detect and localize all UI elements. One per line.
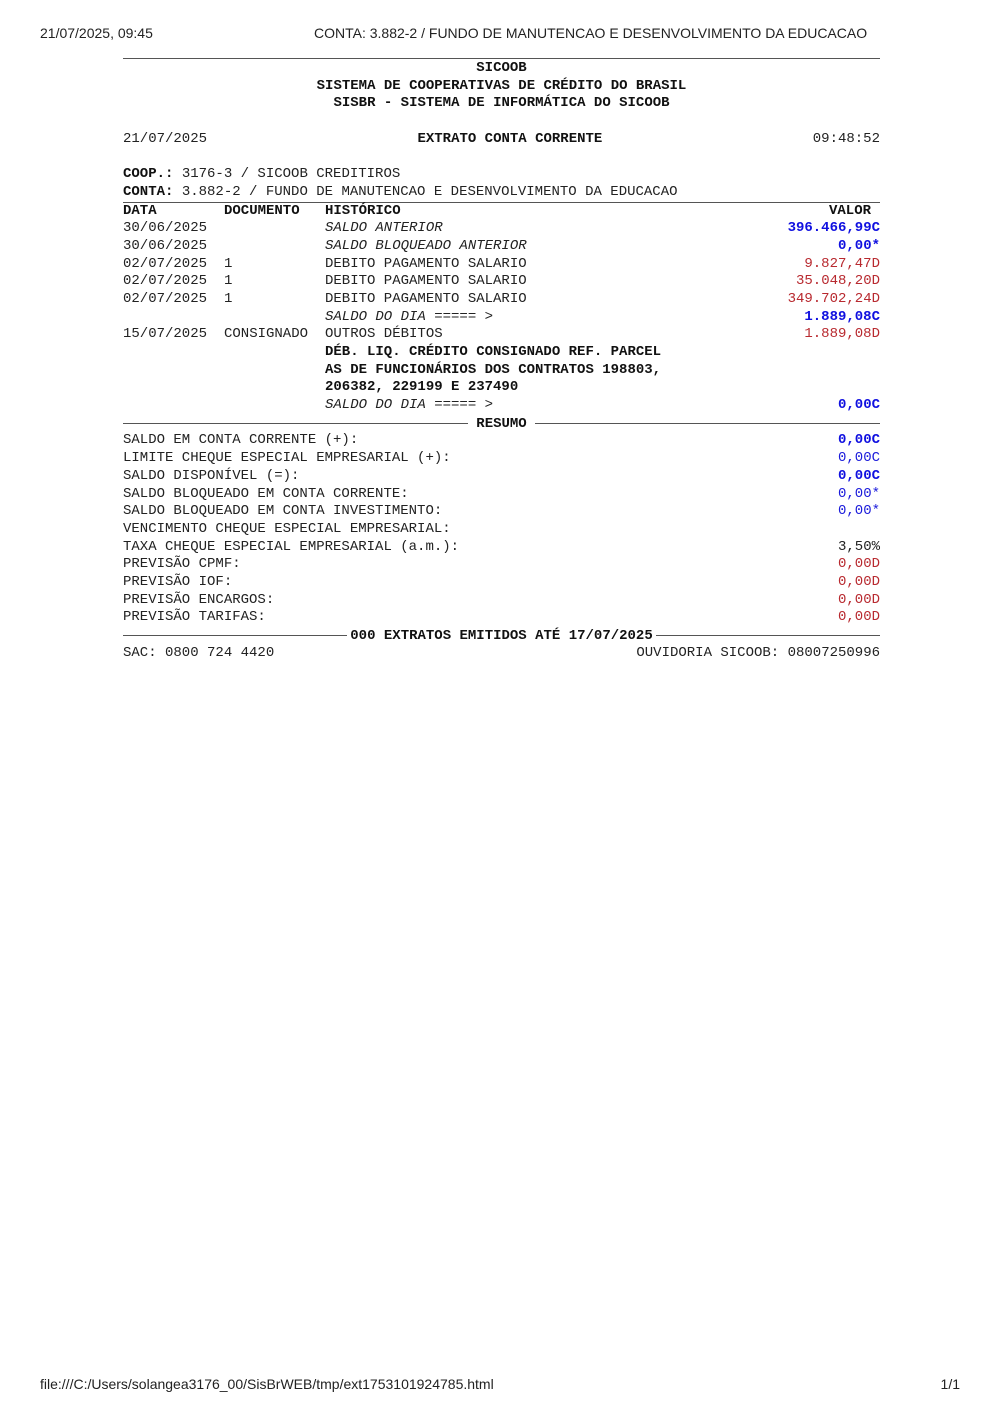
- column-header-data: DATA: [123, 202, 157, 219]
- statement-title: EXTRATO CONTA CORRENTE: [417, 130, 603, 147]
- coop-label: COOP.:: [123, 166, 174, 183]
- statement-date: 21/07/2025: [123, 130, 208, 147]
- summary-row: [123, 486, 880, 504]
- row-date: [123, 344, 224, 362]
- summary-label: VENCIMENTO CHEQUE ESPECIAL EMPRESARIAL:: [123, 520, 451, 537]
- summary-label: LIMITE CHEQUE ESPECIAL EMPRESARIAL (+):: [123, 450, 451, 467]
- summary-value: 0,00D: [837, 573, 880, 590]
- row-value: 35.048,20D: [795, 273, 880, 290]
- browser-print-title: CONTA: 3.882-2 / FUNDO DE MANUTENCAO E DESENVOLVIMENTO DA EDUCACAO: [314, 25, 868, 41]
- summary-value: 0,00D: [837, 609, 880, 626]
- summary-label: PREVISÃO IOF:: [123, 573, 233, 590]
- summary-row: [123, 539, 880, 557]
- row-date: [123, 362, 224, 380]
- row-value: 396.466,99C: [787, 220, 880, 237]
- conta-label: CONTA:: [123, 183, 174, 200]
- row-document: [224, 344, 325, 362]
- summary-row: [123, 468, 880, 486]
- row-document: [224, 362, 325, 380]
- summary-row: [123, 592, 880, 610]
- column-header-documento: DOCUMENTO: [224, 202, 300, 219]
- summary-row: [123, 450, 880, 468]
- row-date: [123, 397, 224, 415]
- top-divider: [123, 58, 880, 59]
- browser-print-datetime: 21/07/2025, 09:45: [40, 25, 153, 41]
- row-history: DEBITO PAGAMENTO SALARIO: [325, 273, 527, 290]
- summary-value: 0,00*: [837, 485, 880, 502]
- row-value: 0,00C: [837, 397, 880, 414]
- summary-row: [123, 609, 880, 627]
- summary-value: 0,00D: [837, 556, 880, 573]
- table-row: [123, 309, 880, 327]
- table-row: [123, 256, 880, 274]
- summary-label: SALDO EM CONTA CORRENTE (+):: [123, 432, 359, 449]
- table-row: [123, 273, 880, 291]
- summary-label: SALDO DISPONÍVEL (=):: [123, 467, 300, 484]
- row-document: 1: [224, 290, 233, 307]
- table-row: [123, 397, 880, 415]
- row-document: [224, 397, 325, 415]
- row-document: [224, 379, 325, 397]
- row-document: [224, 238, 325, 256]
- extratos-emitidos: 000 EXTRATOS EMITIDOS ATÉ 17/07/2025: [350, 627, 653, 644]
- table-row: [123, 362, 880, 380]
- row-date: 15/07/2025: [123, 326, 208, 343]
- table-row: [123, 238, 880, 256]
- browser-print-page-number: 1/1: [940, 1376, 960, 1392]
- summary-row: [123, 574, 880, 592]
- resumo-label: RESUMO: [476, 415, 527, 432]
- row-date: 30/06/2025: [123, 220, 208, 237]
- extratos-divider: [123, 627, 880, 645]
- coop-value: 3176-3 / SICOOB CREDITIROS: [173, 166, 401, 183]
- row-document: [224, 220, 325, 238]
- summary-value: 0,00C: [837, 467, 880, 484]
- summary-value: 0,00D: [837, 591, 880, 608]
- row-value: 0,00*: [837, 237, 880, 254]
- summary-label: SALDO BLOQUEADO EM CONTA INVESTIMENTO:: [123, 503, 443, 520]
- statement-title-line: [123, 131, 880, 149]
- summary-row: [123, 521, 880, 539]
- statement-time: 09:48:52: [812, 130, 880, 147]
- row-date: 30/06/2025: [123, 237, 208, 254]
- row-value: [720, 362, 880, 380]
- summary-label: SALDO BLOQUEADO EM CONTA CORRENTE:: [123, 485, 409, 502]
- row-value: [720, 344, 880, 362]
- summary-value: 0,00C: [837, 450, 880, 467]
- header-sicoob: SICOOB: [476, 60, 527, 76]
- row-history: AS DE FUNCIONÁRIOS DOS CONTRATOS 198803,: [325, 361, 662, 378]
- row-date: [123, 309, 224, 327]
- row-history: DÉB. LIQ. CRÉDITO CONSIGNADO REF. PARCEL: [325, 344, 662, 360]
- conta-value: 3.882-2 / FUNDO DE MANUTENCAO E DESENVOLVIMENTO DA EDUCACAO: [173, 183, 678, 200]
- summary-value: 3,50%: [837, 538, 880, 555]
- table-row: [123, 379, 880, 397]
- row-history: SALDO DO DIA ===== >: [325, 397, 494, 414]
- table-row: [123, 326, 880, 344]
- column-header-valor: VALOR: [828, 202, 871, 219]
- row-date: 02/07/2025: [123, 290, 208, 307]
- summary-row: [123, 432, 880, 450]
- contact-footer: [123, 645, 880, 663]
- header-sisbr: SISBR - SISTEMA DE INFORMÁTICA DO SICOOB: [333, 95, 670, 112]
- row-date: 02/07/2025: [123, 255, 208, 272]
- summary-row: [123, 503, 880, 521]
- resumo-divider: [123, 415, 880, 433]
- summary-value: 0,00C: [837, 432, 880, 449]
- row-value: 349.702,24D: [787, 290, 880, 307]
- row-history: DEBITO PAGAMENTO SALARIO: [325, 290, 527, 307]
- row-history: OUTROS DÉBITOS: [325, 326, 443, 343]
- summary-label: PREVISÃO ENCARGOS:: [123, 591, 275, 608]
- row-history: 206382, 229199 E 237490: [325, 379, 519, 396]
- row-history: SALDO DO DIA ===== >: [325, 308, 494, 325]
- row-history: DEBITO PAGAMENTO SALARIO: [325, 255, 527, 272]
- table-row: [123, 291, 880, 309]
- conta-line: [123, 184, 880, 202]
- summary-value: 0,00*: [837, 503, 880, 520]
- column-header-historico: HISTÓRICO: [325, 202, 401, 219]
- header-system-name: SISTEMA DE COOPERATIVAS DE CRÉDITO DO BRASIL: [316, 77, 687, 94]
- row-history: SALDO BLOQUEADO ANTERIOR: [325, 237, 527, 254]
- sac-phone: SAC: 0800 724 4420: [123, 644, 275, 661]
- summary-label: PREVISÃO TARIFAS:: [123, 609, 266, 626]
- table-row: [123, 344, 880, 362]
- row-document: [224, 309, 325, 327]
- statement-document: [123, 58, 880, 662]
- summary-label: PREVISÃO CPMF:: [123, 556, 241, 573]
- row-value: [720, 379, 880, 397]
- row-value: 1.889,08C: [804, 308, 880, 325]
- ouvidoria-phone: OUVIDORIA SICOOB: 08007250996: [636, 644, 880, 661]
- summary-label: TAXA CHEQUE ESPECIAL EMPRESARIAL (a.m.):: [123, 538, 460, 555]
- table-header: [123, 203, 880, 221]
- row-date: [123, 379, 224, 397]
- row-history: SALDO ANTERIOR: [325, 220, 443, 237]
- row-document: 1: [224, 255, 233, 272]
- browser-print-file-path: file:///C:/Users/solangea3176_00/SisBrWEB/tmp/ext1753101924785.html: [40, 1376, 494, 1392]
- coop-line: [123, 166, 880, 184]
- row-date: 02/07/2025: [123, 273, 208, 290]
- row-value: 9.827,47D: [804, 255, 880, 272]
- row-value: 1.889,08D: [804, 326, 880, 343]
- row-document: 1: [224, 273, 233, 290]
- table-row: [123, 220, 880, 238]
- summary-row: [123, 556, 880, 574]
- row-document: CONSIGNADO: [224, 326, 309, 343]
